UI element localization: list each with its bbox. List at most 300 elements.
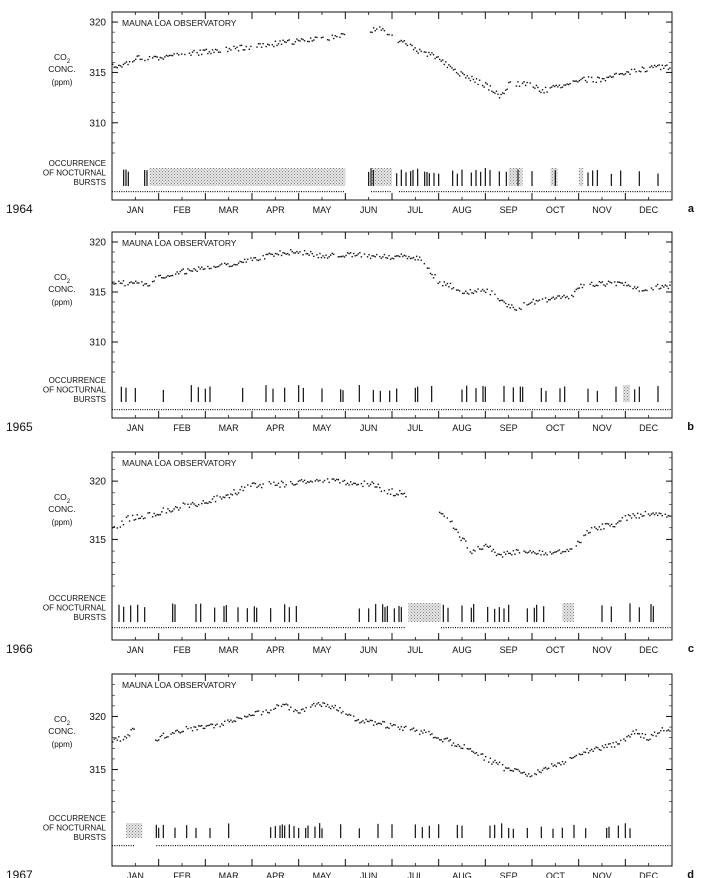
co2-point: [163, 733, 164, 734]
burst-baseline-dot: [376, 845, 377, 846]
co2-point: [140, 518, 141, 519]
burst-baseline-dot: [320, 845, 321, 846]
co2-point: [473, 293, 474, 294]
co2-point: [528, 773, 529, 774]
co2-point: [152, 281, 153, 282]
burst-baseline-dot: [397, 409, 398, 410]
burst-baseline-dot: [306, 845, 307, 846]
co2-point: [282, 40, 283, 41]
co2-point: [606, 523, 607, 524]
burst-baseline-dot: [483, 845, 484, 846]
co2-point: [497, 298, 498, 299]
co2-point: [609, 525, 610, 526]
co2-point: [382, 28, 383, 29]
burst-baseline-dot: [644, 627, 645, 628]
co2-point: [338, 479, 339, 480]
burst-baseline-dot: [322, 191, 323, 192]
co2-point: [227, 51, 228, 52]
burst-baseline-dot: [651, 409, 652, 410]
burst-baseline-dot: [474, 627, 475, 628]
burst-baseline-dot: [457, 191, 458, 192]
co2-point: [244, 487, 245, 488]
co2-point: [526, 775, 527, 776]
burst-baseline-dot: [667, 845, 668, 846]
burst-baseline-dot: [429, 191, 430, 192]
burst-baseline-dot: [646, 191, 647, 192]
co2-point: [338, 710, 339, 711]
burst-baseline-dot: [420, 409, 421, 410]
co2-point: [215, 725, 216, 726]
co2-point: [583, 77, 584, 78]
burst-baseline-dot: [406, 191, 407, 192]
co2-point: [381, 724, 382, 725]
burst-baseline-dot: [471, 845, 472, 846]
co2-point: [347, 252, 348, 253]
co2-point: [660, 288, 661, 289]
co2-point: [620, 520, 621, 521]
co2-point: [530, 82, 531, 83]
burst-baseline-dot: [560, 409, 561, 410]
co2-point: [304, 480, 305, 481]
burst-baseline-dot: [203, 409, 204, 410]
co2-point: [408, 256, 409, 257]
co2-point: [327, 257, 328, 258]
burst-baseline-dot: [483, 191, 484, 192]
co2-point: [597, 529, 598, 530]
burst-baseline-dot: [660, 627, 661, 628]
co2-point: [267, 254, 268, 255]
co2-point: [666, 516, 667, 517]
co2-point: [135, 59, 136, 60]
co2-point: [476, 78, 477, 79]
co2-point: [295, 709, 296, 710]
co2-point: [213, 266, 214, 267]
co2-point: [246, 46, 247, 47]
burst-baseline-dot: [537, 627, 538, 628]
burst-baseline-dot: [574, 191, 575, 192]
co2-point: [355, 720, 356, 721]
burst-baseline-dot: [399, 191, 400, 192]
co2-point: [586, 530, 587, 531]
co2-point: [499, 554, 500, 555]
co2-point: [147, 59, 148, 60]
co2-point: [579, 287, 580, 288]
co2-point: [471, 751, 472, 752]
y-tick-label: 320: [89, 476, 106, 488]
co2-point: [262, 43, 263, 44]
co2-point: [221, 263, 222, 264]
co2-point: [256, 487, 257, 488]
burst-baseline-dot: [590, 191, 591, 192]
co2-point: [405, 255, 406, 256]
co2-point: [483, 86, 484, 87]
burst-baseline-dot: [273, 627, 274, 628]
burst-baseline-dot: [453, 191, 454, 192]
burst-baseline-dot: [296, 845, 297, 846]
burst-baseline-dot: [397, 627, 398, 628]
burst-label: BURSTS: [73, 833, 106, 842]
co2-point: [298, 712, 299, 713]
co2-point: [414, 259, 415, 260]
co2-point: [470, 289, 471, 290]
co2-point: [350, 715, 351, 716]
co2-point: [184, 54, 185, 55]
co2-point: [454, 745, 455, 746]
burst-baseline-dot: [404, 191, 405, 192]
burst-baseline-dot: [308, 845, 309, 846]
burst-baseline-dot: [560, 627, 561, 628]
burst-baseline-dot: [483, 627, 484, 628]
co2-point: [312, 40, 313, 41]
co2-point: [473, 751, 474, 752]
co2-point: [499, 97, 500, 98]
burst-baseline-dot: [341, 845, 342, 846]
burst-baseline-dot: [579, 409, 580, 410]
co2-point: [120, 740, 121, 741]
burst-baseline-dot: [315, 409, 316, 410]
y-axis-label-ppm: (ppm): [51, 298, 73, 307]
burst-baseline-dot: [138, 627, 139, 628]
co2-point: [530, 550, 531, 551]
burst-baseline-dot: [266, 191, 267, 192]
burst-baseline-dot: [187, 409, 188, 410]
co2-point: [325, 255, 326, 256]
co2-point: [355, 483, 356, 484]
burst-baseline-dot: [611, 409, 612, 410]
co2-point: [654, 514, 655, 515]
co2-point: [373, 27, 374, 28]
burst-baseline-dot: [168, 409, 169, 410]
burst-baseline-dot: [231, 191, 232, 192]
co2-point: [493, 92, 494, 93]
burst-baseline-dot: [156, 627, 157, 628]
burst-baseline-dot: [282, 627, 283, 628]
burst-baseline-dot: [245, 845, 246, 846]
y-tick-label: 315: [89, 287, 106, 299]
co2-point: [210, 268, 211, 269]
burst-baseline-dot: [259, 191, 260, 192]
co2-point: [569, 757, 570, 758]
burst-baseline-dot: [523, 409, 524, 410]
burst-baseline-dot: [247, 191, 248, 192]
burst-baseline-dot: [219, 409, 220, 410]
co2-point: [356, 720, 357, 721]
burst-baseline-dot: [593, 191, 594, 192]
co2-point: [474, 753, 475, 754]
burst-baseline-dot: [177, 191, 178, 192]
burst-baseline-dot: [126, 191, 127, 192]
burst-baseline-dot: [366, 845, 367, 846]
co2-point: [619, 520, 620, 521]
co2-point: [487, 289, 488, 290]
burst-baseline-dot: [357, 409, 358, 410]
co2-point: [543, 768, 544, 769]
burst-baseline-dot: [609, 191, 610, 192]
burst-baseline-dot: [329, 191, 330, 192]
burst-baseline-dot: [401, 627, 402, 628]
y-axis-label-conc: CONC.: [48, 64, 76, 74]
burst-baseline-dot: [268, 191, 269, 192]
co2-point: [387, 727, 388, 728]
co2-point: [579, 542, 580, 543]
co2-point: [204, 502, 205, 503]
burst-baseline-dot: [142, 409, 143, 410]
burst-baseline-dot: [182, 627, 183, 628]
burst-baseline-dot: [513, 845, 514, 846]
co2-point: [459, 290, 460, 291]
burst-baseline-dot: [271, 409, 272, 410]
co2-point: [394, 724, 395, 725]
co2-point: [118, 65, 119, 66]
co2-point: [332, 705, 333, 706]
burst-baseline-dot: [182, 191, 183, 192]
co2-point: [649, 739, 650, 740]
co2-point: [623, 738, 624, 739]
co2-point: [204, 268, 205, 269]
co2-point: [118, 736, 119, 737]
co2-point: [508, 767, 509, 768]
co2-point: [619, 743, 620, 744]
co2-point: [210, 53, 211, 54]
burst-baseline-dot: [406, 845, 407, 846]
co2-point: [339, 482, 340, 483]
burst-baseline-dot: [231, 409, 232, 410]
co2-point: [160, 514, 161, 515]
co2-point: [114, 283, 115, 284]
burst-baseline-dot: [364, 409, 365, 410]
co2-point: [358, 719, 359, 720]
co2-point: [545, 767, 546, 768]
co2-point: [602, 78, 603, 79]
co2-point: [513, 771, 514, 772]
y-axis-label-ppm: (ppm): [51, 518, 73, 527]
co2-point: [315, 705, 316, 706]
burst-baseline-dot: [152, 409, 153, 410]
co2-point: [252, 483, 253, 484]
co2-point: [550, 87, 551, 88]
co2-point: [559, 85, 560, 86]
co2-point: [553, 765, 554, 766]
burst-baseline-dot: [336, 191, 337, 192]
co2-point: [178, 509, 179, 510]
burst-baseline-dot: [497, 627, 498, 628]
burst-baseline-dot: [117, 845, 118, 846]
co2-point: [312, 481, 313, 482]
co2-point: [655, 735, 656, 736]
co2-point: [367, 721, 368, 722]
burst-label: BURSTS: [73, 178, 106, 187]
burst-baseline-dot: [289, 409, 290, 410]
burst-baseline-dot: [481, 409, 482, 410]
co2-point: [451, 67, 452, 68]
co2-point: [462, 537, 463, 538]
burst-baseline-dot: [597, 845, 598, 846]
co2-point: [643, 515, 644, 516]
burst-baseline-dot: [551, 409, 552, 410]
co2-point: [642, 733, 643, 734]
month-label: MAR: [218, 423, 239, 433]
burst-baseline-dot: [432, 191, 433, 192]
burst-baseline-dot: [520, 845, 521, 846]
burst-baseline-dot: [541, 409, 542, 410]
co2-point: [365, 719, 366, 720]
co2-point: [201, 267, 202, 268]
burst-baseline-dot: [532, 845, 533, 846]
burst-baseline-dot: [527, 409, 528, 410]
burst-baseline-dot: [488, 845, 489, 846]
burst-baseline-dot: [628, 845, 629, 846]
co2-point: [399, 490, 400, 491]
co2-point: [239, 489, 240, 490]
burst-baseline-dot: [548, 627, 549, 628]
burst-baseline-dot: [534, 627, 535, 628]
burst-baseline-dot: [133, 845, 134, 846]
burst-baseline-dot: [483, 409, 484, 410]
co2-point: [436, 57, 437, 58]
co2-point: [278, 483, 279, 484]
co2-point: [296, 38, 297, 39]
co2-point: [537, 769, 538, 770]
co2-point: [571, 758, 572, 759]
co2-point: [270, 483, 271, 484]
co2-point: [149, 512, 150, 513]
burst-baseline-dot: [121, 627, 122, 628]
co2-point: [341, 256, 342, 257]
burst-baseline-dot: [252, 627, 253, 628]
co2-point: [451, 745, 452, 746]
burst-baseline-dot: [383, 409, 384, 410]
co2-point: [304, 40, 305, 41]
co2-point: [321, 257, 322, 258]
co2-point: [342, 711, 343, 712]
co2-point: [327, 704, 328, 705]
co2-point: [226, 494, 227, 495]
burst-baseline-dot: [376, 409, 377, 410]
co2-point: [482, 289, 483, 290]
burst-baseline-dot: [259, 845, 260, 846]
burst-baseline-dot: [488, 627, 489, 628]
burst-baseline-dot: [490, 191, 491, 192]
co2-point: [166, 512, 167, 513]
burst-baseline-dot: [313, 191, 314, 192]
burst-baseline-dot: [287, 191, 288, 192]
co2-point: [546, 768, 547, 769]
co2-point: [453, 528, 454, 529]
co2-point: [545, 297, 546, 298]
co2-point: [376, 28, 377, 29]
y-tick-label: 320: [89, 711, 106, 723]
co2-point: [233, 489, 234, 490]
co2-point: [510, 770, 511, 771]
co2-point: [537, 87, 538, 88]
co2-point: [364, 722, 365, 723]
co2-point: [140, 59, 141, 60]
burst-baseline-dot: [257, 627, 258, 628]
burst-baseline-dot: [415, 845, 416, 846]
co2-point: [310, 37, 311, 38]
co2-point: [252, 260, 253, 261]
co2-point: [155, 515, 156, 516]
co2-point: [307, 481, 308, 482]
burst-baseline-dot: [175, 627, 176, 628]
co2-point: [359, 252, 360, 253]
co2-point: [244, 259, 245, 260]
burst-baseline-dot: [229, 845, 230, 846]
burst-baseline-dot: [371, 409, 372, 410]
burst-label: BURSTS: [73, 613, 106, 622]
co2-point: [513, 307, 514, 308]
co2-point: [173, 508, 174, 509]
co2-point: [167, 275, 168, 276]
month-label: SEP: [499, 423, 518, 433]
burst-baseline-dot: [462, 627, 463, 628]
burst-baseline-dot: [140, 409, 141, 410]
co2-point: [577, 288, 578, 289]
co2-point: [477, 288, 478, 289]
burst-baseline-dot: [427, 409, 428, 410]
co2-point: [144, 60, 145, 61]
co2-point: [540, 92, 541, 93]
burst-baseline-dot: [453, 409, 454, 410]
month-label: MAR: [218, 205, 239, 215]
burst-baseline-dot: [236, 845, 237, 846]
burst-label: BURSTS: [73, 395, 106, 404]
co2-point: [614, 281, 615, 282]
burst-baseline-dot: [231, 845, 232, 846]
burst-baseline-dot: [532, 191, 533, 192]
co2-point: [576, 755, 577, 756]
co2-point: [433, 277, 434, 278]
burst-baseline-dot: [324, 409, 325, 410]
co2-point: [301, 709, 302, 710]
burst-baseline-dot: [327, 409, 328, 410]
co2-point: [298, 252, 299, 253]
burst-baseline-dot: [177, 409, 178, 410]
burst-baseline-dot: [665, 845, 666, 846]
burst-baseline-dot: [555, 409, 556, 410]
burst-baseline-dot: [201, 191, 202, 192]
co2-point: [250, 715, 251, 716]
co2-point: [127, 284, 128, 285]
co2-point: [335, 35, 336, 36]
co2-point: [315, 37, 316, 38]
burst-baseline-dot: [639, 845, 640, 846]
co2-point: [132, 728, 133, 729]
burst-baseline-dot: [142, 627, 143, 628]
co2-point: [138, 282, 139, 283]
co2-point: [617, 743, 618, 744]
burst-baseline-dot: [604, 845, 605, 846]
burst-baseline-dot: [131, 845, 132, 846]
co2-point: [341, 712, 342, 713]
co2-point: [450, 283, 451, 284]
burst-baseline-dot: [495, 845, 496, 846]
burst-baseline-dot: [119, 409, 120, 410]
burst-baseline-dot: [310, 191, 311, 192]
burst-baseline-dot: [446, 627, 447, 628]
co2-point: [585, 80, 586, 81]
co2-point: [531, 775, 532, 776]
co2-point: [554, 764, 555, 765]
co2-point: [172, 510, 173, 511]
co2-point: [292, 251, 293, 252]
co2-point: [325, 706, 326, 707]
burst-baseline-dot: [509, 627, 510, 628]
burst-baseline-dot: [264, 627, 265, 628]
co2-point: [551, 298, 552, 299]
burst-baseline-dot: [194, 409, 195, 410]
burst-baseline-dot: [348, 627, 349, 628]
